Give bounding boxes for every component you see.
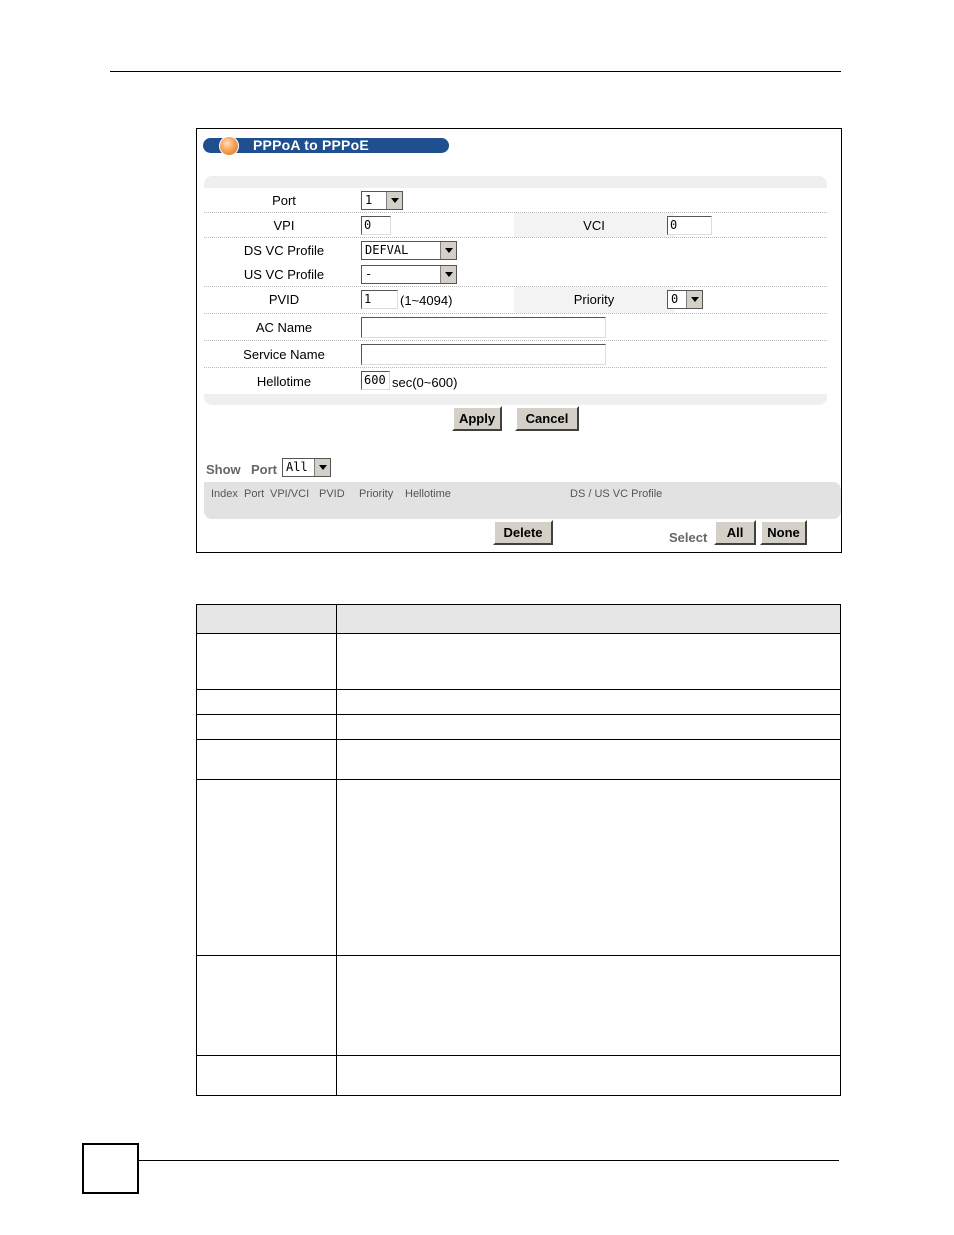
cancel-button[interactable]: Cancel <box>515 406 579 431</box>
chevron-down-icon <box>440 242 456 259</box>
ds-profile-value: DEFVAL <box>365 243 409 257</box>
table-cell <box>337 1056 841 1096</box>
table-header-cell <box>337 605 841 634</box>
chevron-down-icon <box>386 192 402 209</box>
hellotime-input[interactable]: 600 <box>361 371 390 390</box>
port-select[interactable] <box>361 191 403 210</box>
col-ds-us-profile: DS / US VC Profile <box>570 488 663 500</box>
table-cell <box>337 956 841 1056</box>
table-row <box>197 1056 841 1096</box>
title-bar <box>203 138 449 153</box>
service-name-label: Service Name <box>243 347 325 362</box>
delete-button[interactable]: Delete <box>493 520 553 545</box>
table-cell <box>337 634 841 690</box>
show-port-value: All <box>286 460 308 474</box>
footer-rule <box>139 1160 839 1161</box>
show-port-select[interactable] <box>282 458 331 477</box>
port-select-value: 1 <box>365 193 373 207</box>
table-cell <box>197 740 337 780</box>
us-profile-select[interactable] <box>361 265 457 284</box>
select-all-button[interactable]: All <box>714 520 756 545</box>
row-ds-profile <box>204 238 827 263</box>
screen-title: PPPoA to PPPoE <box>253 137 369 153</box>
list-header <box>204 482 841 519</box>
row-pvid-priority <box>204 287 827 314</box>
table-cell <box>337 690 841 715</box>
ds-profile-label: DS VC Profile <box>243 243 325 258</box>
priority-select[interactable] <box>667 290 703 309</box>
pppoa-to-pppoe-screen <box>196 128 842 553</box>
show-port-label: Port <box>251 462 277 477</box>
header-rule <box>110 71 841 72</box>
hellotime-range-hint: sec(0~600) <box>392 375 458 390</box>
row-port <box>204 188 827 213</box>
chevron-down-icon <box>440 266 456 283</box>
apply-button[interactable]: Apply <box>452 406 502 431</box>
table-cell <box>337 715 841 740</box>
ac-name-input[interactable] <box>361 317 606 338</box>
chevron-down-icon <box>686 291 702 308</box>
orb-icon <box>219 136 239 156</box>
show-label: Show <box>206 462 241 477</box>
vci-input[interactable]: 0 <box>667 216 712 235</box>
table-cell <box>337 740 841 780</box>
vci-label: VCI <box>583 218 605 233</box>
table-row <box>197 690 841 715</box>
table-cell <box>197 634 337 690</box>
col-index: Index <box>211 488 238 500</box>
hellotime-label: Hellotime <box>256 374 312 389</box>
col-hellotime: Hellotime <box>405 488 451 500</box>
ds-profile-select[interactable] <box>361 241 457 260</box>
col-pvid: PVID <box>319 488 345 500</box>
row-ac-name <box>204 314 827 341</box>
pvid-label: PVID <box>268 292 300 307</box>
select-label: Select <box>669 530 708 545</box>
col-port: Port <box>244 488 265 500</box>
table-cell <box>337 780 841 956</box>
vpi-input[interactable]: 0 <box>361 216 391 235</box>
pvid-range-hint: (1~4094) <box>400 293 453 308</box>
table-cell <box>197 690 337 715</box>
table-row <box>197 740 841 780</box>
table-cell <box>197 715 337 740</box>
service-name-input[interactable] <box>361 344 606 365</box>
col-priority: Priority <box>359 488 394 500</box>
ac-name-label: AC Name <box>255 320 313 335</box>
table-cell <box>197 780 337 956</box>
field-description-table <box>196 604 841 1096</box>
table-cell <box>197 1056 337 1096</box>
table-row <box>197 634 841 690</box>
row-service-name <box>204 341 827 368</box>
table-header-row <box>197 605 841 634</box>
us-profile-label: US VC Profile <box>243 267 325 282</box>
table-cell <box>197 956 337 1056</box>
us-profile-value: - <box>365 267 373 281</box>
col-vpi-vci: VPI/VCI <box>270 488 310 500</box>
table-row <box>197 956 841 1056</box>
priority-label: Priority <box>573 292 615 307</box>
port-label: Port <box>272 193 296 208</box>
select-none-button[interactable]: None <box>760 520 807 545</box>
row-vpi-vci <box>204 213 827 238</box>
table-row <box>197 715 841 740</box>
row-us-profile <box>204 262 827 287</box>
row-hellotime <box>204 368 827 394</box>
vpi-label: VPI <box>273 218 295 233</box>
page-number-box <box>82 1143 139 1194</box>
table-row <box>197 780 841 956</box>
config-panel <box>204 176 827 405</box>
priority-value: 0 <box>671 292 679 306</box>
chevron-down-icon <box>314 459 330 476</box>
pvid-input[interactable]: 1 <box>361 290 398 309</box>
table-header-cell <box>197 605 337 634</box>
